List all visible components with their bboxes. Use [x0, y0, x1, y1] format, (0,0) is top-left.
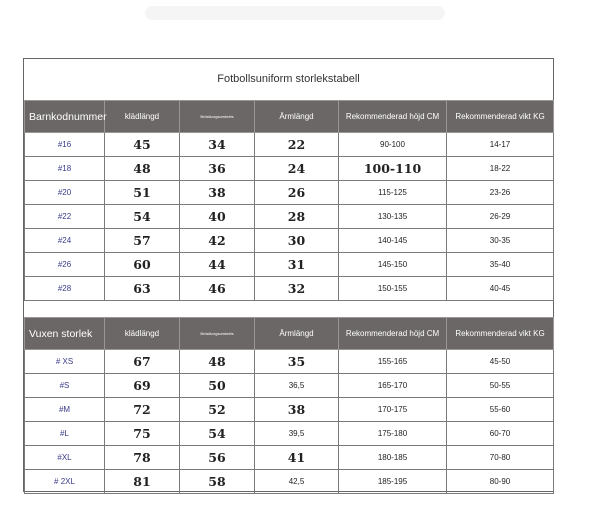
recommended-weight-cell: 18-22 [447, 157, 554, 181]
recommended-height-cell: 175-180 [339, 422, 447, 446]
recommended-height-cell: 165-170 [339, 374, 447, 398]
table-row [25, 133, 554, 157]
size-code-cell: #L [25, 422, 105, 446]
garment-length-cell: 78 [105, 446, 180, 470]
recommended-weight-cell: 26-29 [447, 205, 554, 229]
table-row [25, 470, 554, 494]
chest-cell: 58 [180, 470, 255, 494]
blurred-header [145, 6, 445, 20]
recommended-weight-cell: 45-50 [447, 350, 554, 374]
recommended-weight-cell: 55-60 [447, 398, 554, 422]
sleeve-length-cell: 41 [255, 446, 339, 470]
garment-length-cell: 63 [105, 277, 180, 301]
header-chest: Bröstkorgsomkrets [180, 101, 255, 133]
sleeve-length-cell: 35 [255, 350, 339, 374]
size-code-cell: # XS [25, 350, 105, 374]
header-height: Rekommenderad höjd CM [339, 318, 447, 350]
garment-length-cell: 69 [105, 374, 180, 398]
header-chest: Bröstkorgsomkrets [180, 318, 255, 350]
recommended-height-cell: 155-165 [339, 350, 447, 374]
header-code: Barnkodnummer [25, 101, 105, 133]
recommended-height-cell: 150-155 [339, 277, 447, 301]
recommended-height-cell: 130-135 [339, 205, 447, 229]
recommended-weight-cell: 60-70 [447, 422, 554, 446]
recommended-height-cell: 90-100 [339, 133, 447, 157]
chest-cell: 36 [180, 157, 255, 181]
size-code-cell: #M [25, 398, 105, 422]
size-code-cell: #16 [25, 133, 105, 157]
table-row [25, 350, 554, 374]
chest-cell: 56 [180, 446, 255, 470]
header-weight: Rekommenderad vikt KG [447, 318, 554, 350]
size-code-cell: #18 [25, 157, 105, 181]
table-row [25, 205, 554, 229]
recommended-height-cell: 145-150 [339, 253, 447, 277]
recommended-weight-cell: 14-17 [447, 133, 554, 157]
recommended-weight-cell: 50-55 [447, 374, 554, 398]
table-row [25, 253, 554, 277]
chest-cell: 34 [180, 133, 255, 157]
size-code-cell: #26 [25, 253, 105, 277]
header-sleeve: Ärmlängd [255, 101, 339, 133]
table-row [25, 374, 554, 398]
recommended-height-cell: 100-110 [339, 157, 447, 181]
header-height: Rekommenderad höjd CM [339, 101, 447, 133]
garment-length-cell: 72 [105, 398, 180, 422]
recommended-weight-cell: 35-40 [447, 253, 554, 277]
recommended-height-cell: 170-175 [339, 398, 447, 422]
garment-length-cell: 75 [105, 422, 180, 446]
header-sleeve: Ärmlängd [255, 318, 339, 350]
table-row [25, 422, 554, 446]
kids-header-row [25, 101, 554, 133]
header-size: Vuxen storlek [25, 318, 105, 350]
chest-cell: 48 [180, 350, 255, 374]
sleeve-length-cell: 24 [255, 157, 339, 181]
recommended-height-cell: 180-185 [339, 446, 447, 470]
table-row [25, 181, 554, 205]
table-row [25, 446, 554, 470]
sleeve-length-cell: 31 [255, 253, 339, 277]
chest-cell: 50 [180, 374, 255, 398]
table-row [25, 277, 554, 301]
sleeve-length-cell: 26 [255, 181, 339, 205]
recommended-height-cell: 185-195 [339, 470, 447, 494]
header-weight: Rekommenderad vikt KG [447, 101, 554, 133]
garment-length-cell: 81 [105, 470, 180, 494]
garment-length-cell: 48 [105, 157, 180, 181]
garment-length-cell: 54 [105, 205, 180, 229]
sleeve-length-cell: 42,5 [255, 470, 339, 494]
recommended-height-cell: 115-125 [339, 181, 447, 205]
table-row [25, 398, 554, 422]
garment-length-cell: 45 [105, 133, 180, 157]
size-code-cell: #22 [25, 205, 105, 229]
size-code-cell: # 2XL [25, 470, 105, 494]
kids-size-table [24, 100, 554, 301]
table-row [25, 157, 554, 181]
size-code-cell: #24 [25, 229, 105, 253]
chest-cell: 40 [180, 205, 255, 229]
table-row [25, 229, 554, 253]
garment-length-cell: 51 [105, 181, 180, 205]
sleeve-length-cell: 38 [255, 398, 339, 422]
recommended-weight-cell: 70-80 [447, 446, 554, 470]
size-code-cell: #S [25, 374, 105, 398]
chest-cell: 46 [180, 277, 255, 301]
size-code-cell: #XL [25, 446, 105, 470]
recommended-weight-cell: 40-45 [447, 277, 554, 301]
recommended-weight-cell: 80-90 [447, 470, 554, 494]
chart-title: Fotbollsuniform storlekstabell [217, 73, 360, 85]
adult-header-row [25, 318, 554, 350]
adult-size-table [24, 317, 554, 494]
chest-cell: 54 [180, 422, 255, 446]
recommended-height-cell: 140-145 [339, 229, 447, 253]
sleeve-length-cell: 30 [255, 229, 339, 253]
garment-length-cell: 57 [105, 229, 180, 253]
chest-cell: 42 [180, 229, 255, 253]
chest-cell: 44 [180, 253, 255, 277]
size-code-cell: #28 [25, 277, 105, 301]
sleeve-length-cell: 39,5 [255, 422, 339, 446]
sleeve-length-cell: 36,5 [255, 374, 339, 398]
sleeve-length-cell: 32 [255, 277, 339, 301]
chest-cell: 52 [180, 398, 255, 422]
sleeve-length-cell: 22 [255, 133, 339, 157]
garment-length-cell: 67 [105, 350, 180, 374]
recommended-weight-cell: 23-26 [447, 181, 554, 205]
chest-cell: 38 [180, 181, 255, 205]
recommended-weight-cell: 30-35 [447, 229, 554, 253]
header-length: klädlängd [105, 101, 180, 133]
size-chart [23, 58, 554, 492]
garment-length-cell: 60 [105, 253, 180, 277]
header-length: klädlängd [105, 318, 180, 350]
sleeve-length-cell: 28 [255, 205, 339, 229]
size-code-cell: #20 [25, 181, 105, 205]
section-separator [24, 300, 553, 318]
